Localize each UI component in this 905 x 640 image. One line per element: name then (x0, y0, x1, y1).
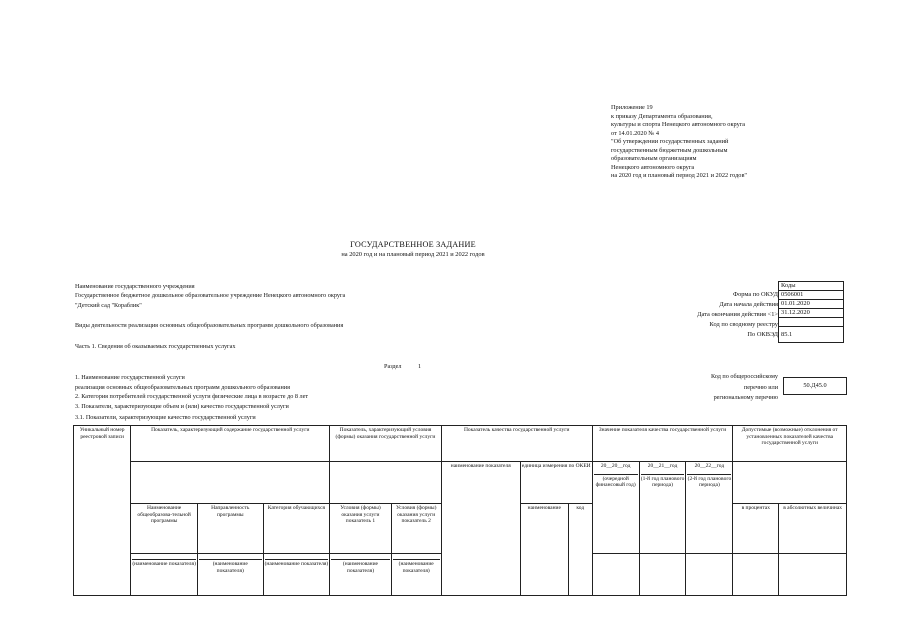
institution-name: Государственное бюджетное дошкольное образовательное учреждение Ненецкого автономного округа (75, 292, 346, 299)
unit-code-header: код (568, 504, 592, 596)
header-quality: Показатель качества государственной услуги (441, 426, 592, 462)
code-value-okud: 0506001 (778, 290, 844, 299)
appendix-line: государственным бюджетным дошкольным (611, 146, 728, 154)
unit-header: единица измерения по ОКЕИ (520, 462, 592, 504)
consumer-category: 2. Категория потребителей государственной услуги физические лица в возрасте до 8 лет (75, 393, 309, 400)
institution-name-2: "Детский сад "Кораблик" (75, 302, 142, 309)
header-conditions: Показатель, характеризующий условия (формы) оказания государственной услуги (330, 426, 441, 462)
footer-indicator-5-label: (наименование показателя) (393, 559, 440, 574)
service-name-label: 1. Наименование государственной услуги (75, 374, 185, 381)
footer-indicator-1-label: (наименование показателя) (132, 561, 196, 567)
code-value-start: 01.01.2020 (778, 299, 844, 308)
code-list-label-1: Код по общероссийскому (710, 373, 778, 380)
code-label-end: Дата окончания действия <1> (697, 311, 778, 318)
code-label-start: Дата начала действия (719, 301, 778, 308)
appendix-line: культуры и спорта Ненецкого автономного округа (611, 121, 746, 129)
deviation-absolute-cell (779, 554, 847, 596)
conditions-spacer (330, 462, 441, 504)
code-value-registry (778, 317, 844, 326)
deviation-percent-header: в процентах (733, 504, 779, 554)
appendix-line: "Об утверждении государственных заданий (611, 138, 729, 146)
appendix-line: от 14.01.2020 № 4 (611, 129, 660, 137)
quality-name-header: наименование показателя (441, 462, 520, 596)
header-content: Показатель, характеризующий содержание государственной услуги (131, 426, 330, 462)
year-1-note: (очередной финансовый год) (595, 475, 636, 489)
footer-indicator-4-label: (наименование показателя) (331, 559, 389, 574)
header-deviation: Допустимые (возможные) отклонения от установленных показателей качества государственной услуги (733, 426, 847, 462)
year-3-note: (2-й год планового периода) (687, 475, 732, 489)
appendix-line: образовательным организациям (611, 155, 697, 163)
sub-header-direction: Направленность программы (197, 504, 263, 554)
content-spacer (131, 462, 330, 504)
appendix-block (611, 104, 747, 181)
part-heading: Часть 1. Сведения об оказываемых государственных услугах (75, 343, 236, 350)
unit-name-header: наименование (520, 504, 568, 596)
indicators-heading: 3. Показатели, характеризующие объем и (или) качество государственной услуги (75, 403, 289, 410)
footer-indicator-2-label: (наименование показателя) (199, 559, 262, 574)
header-registry: Уникальный номер реестровой записи (74, 426, 131, 596)
sub-header-condition-2: Условия (формы) оказания услуги показатель 2 (391, 504, 441, 554)
code-label-okved: По ОКВЭД (747, 331, 778, 338)
institution-label: Наименование государственного учреждения (75, 283, 195, 290)
code-label-registry: Код по сводному реестру (709, 321, 778, 328)
codes-header: Коды (778, 281, 844, 290)
year-1-header (592, 462, 639, 554)
code-value-okved: 85.1 (778, 326, 844, 343)
deviation-percent-cell (733, 554, 779, 596)
year-2-note: (1-й год планового периода) (640, 475, 685, 489)
section-number: 1 (418, 363, 422, 370)
quality-indicators-table (73, 425, 847, 596)
activity-types: Виды деятельности реализация основных общеобразовательных программ дошкольного образования (75, 322, 344, 329)
sub-header-category: Категория обучающихся (263, 504, 330, 554)
document-subtitle: на 2020 год и на плановый период 2021 и 2022 годов (341, 251, 485, 258)
sub-header-program: Наименование общеобразова-тельной программы (131, 504, 198, 554)
service-name-value: реализация основных общеобразовательных программ дошкольного образования (75, 384, 290, 391)
code-list-label-2: перечню или (743, 384, 778, 391)
appendix-line: Ненецкого автономного округа (611, 163, 695, 171)
value-cell-3 (686, 554, 733, 596)
header-values: Значение показателя качества государственной услуги (592, 426, 733, 462)
footer-indicator-5 (391, 554, 441, 596)
deviation-spacer (733, 462, 847, 504)
sub-header-condition-1: Условия (формы) оказания услуги показатель 1 (330, 504, 391, 554)
footer-indicator-2 (197, 554, 263, 596)
year-1-label: 20__20__год (600, 463, 631, 469)
year-2-label: 20__21__год (647, 463, 678, 469)
document-title: ГОСУДАРСТВЕННОЕ ЗАДАНИЕ (350, 240, 476, 249)
year-3-header (686, 462, 733, 554)
year-3-label: 20__22__год (694, 463, 725, 469)
code-value-end: 31.12.2020 (778, 308, 844, 317)
code-label-okud: Форма по ОКУД (733, 291, 778, 298)
service-code-box: 50.Д45.0 (783, 377, 847, 395)
appendix-line: к приказу Департамента образования, (611, 112, 713, 120)
quality-heading: 3.1. Показатели, характеризующие качество государственной услуги (75, 414, 256, 421)
footer-indicator-3 (263, 554, 330, 596)
section-label: Раздел (384, 363, 402, 370)
code-list-label-3: региональному перечню (713, 394, 778, 401)
year-2-header (639, 462, 686, 554)
appendix-line: Приложение 19 (611, 104, 653, 111)
appendix-line: на 2020 год и плановый период 2021 и 2022 годов" (611, 172, 747, 180)
footer-indicator-3-label: (наименование показателя) (264, 561, 329, 567)
deviation-absolute-header: в абсолютных величинах (779, 504, 847, 554)
footer-indicator-1 (131, 554, 198, 596)
value-cell-2 (639, 554, 686, 596)
value-cell-1 (592, 554, 639, 596)
footer-indicator-4 (330, 554, 391, 596)
